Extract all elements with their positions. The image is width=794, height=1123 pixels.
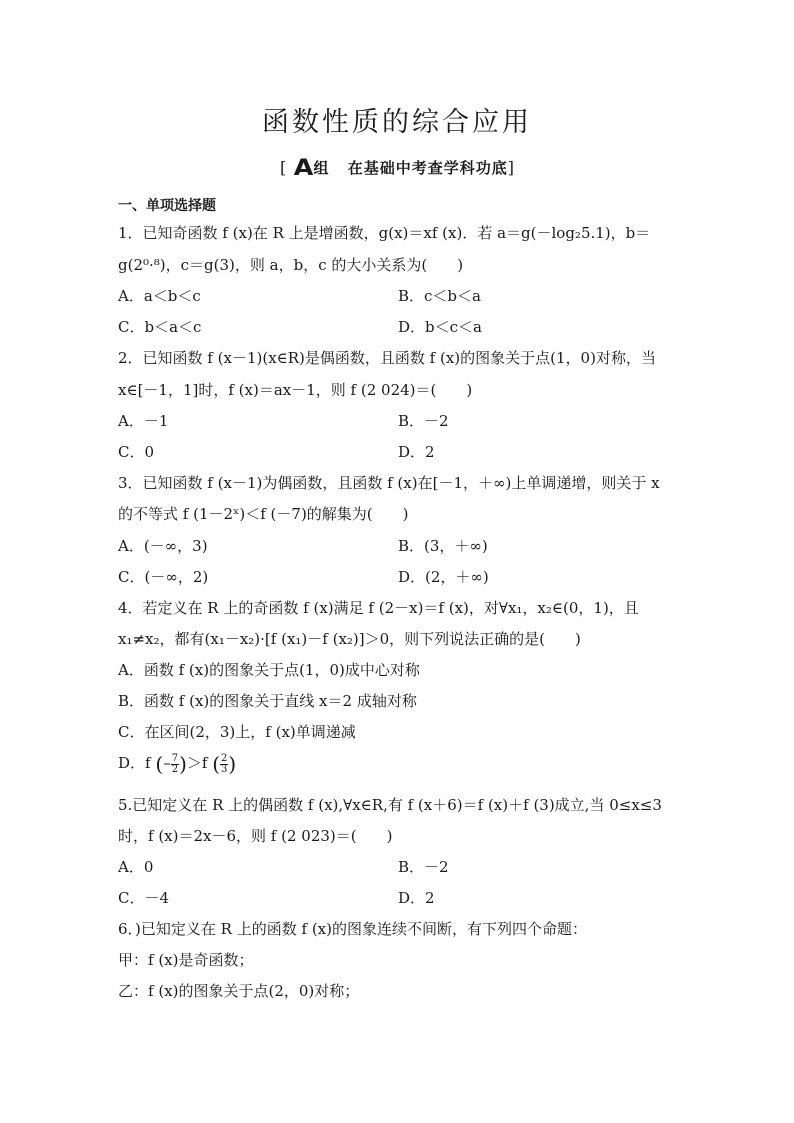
q2-option-a: A．－1 [118, 412, 169, 430]
paren-close: ) [228, 752, 237, 776]
q5-option-b: B．－2 [398, 858, 449, 876]
q3-line2: 的不等式 f (1－2ˣ)＜f (－7)的解集为( ) [118, 505, 409, 523]
fraction-denominator: 2 [171, 763, 179, 775]
q2-line1: 2．已知函数 f (x－1)(x∈R)是偶函数，且函数 f (x)的图象关于点(1，0)对称，当 [118, 349, 656, 367]
q4-option-d-mid: ＞f [186, 754, 208, 772]
paren-close: ) [179, 752, 187, 776]
q5-line2: 时，f (x)＝2x－6，则 f (2 023)＝( ) [118, 827, 393, 845]
fraction-denominator: 3 [221, 763, 228, 775]
q6-line1: 6．)已知定义在 R 上的函数 f (x)的图象连续不间断，有下列四个命题： [118, 920, 587, 938]
q1-option-a: A．a＜b＜c [118, 287, 201, 305]
bracket-close: ] [507, 158, 515, 177]
section-title: 一、单项选择题 [118, 198, 216, 214]
q4-option-d-prefix: D．f [118, 754, 151, 772]
q3-line1: 3．已知函数 f (x－1)为偶函数，且函数 f (x)在[－1，＋∞)上单调递增，则关于 x [118, 474, 660, 492]
q5-option-c: C．－4 [118, 889, 170, 907]
q5-line1: 5.已知定义在 R 上的偶函数 f (x),∀x∈R,有 f (x＋6)＝f (x)＋f (3)成立,当 0≤x≤3 [118, 796, 662, 814]
q1-option-d: D．b＜c＜a [398, 318, 482, 336]
q2-option-b: B．－2 [398, 412, 449, 430]
fraction-numerator: 2 [221, 752, 228, 764]
q4-option-d: D．f (– $\frac{7}{2}$ )＞f ( $\frac{2}{3}$ ) [118, 752, 237, 776]
group-label: 组 [313, 159, 329, 177]
q4-option-b: B．函数 f (x)的图象关于直线 x＝2 成轴对称 [118, 692, 417, 710]
q4-option-c: C．在区间(2，3)上，f (x)单调递减 [118, 723, 356, 741]
group-badge: A [294, 156, 314, 181]
q6-line2: 甲：f (x)是奇函数； [118, 951, 254, 969]
q4-line1: 4．若定义在 R 上的奇函数 f (x)满足 f (2－x)＝f (x)，对∀x₁，x₂∈(0，1)，且 [118, 599, 639, 617]
q6-line3: 乙：f (x)的图象关于点(2，0)对称； [118, 982, 360, 1000]
q2-option-d: D．2 [398, 443, 435, 461]
q3-option-b: B．(3，＋∞) [398, 537, 488, 555]
q5-option-d: D．2 [398, 889, 435, 907]
bracket-open: [ [279, 158, 287, 177]
q5-option-a: A．0 [118, 858, 154, 876]
q1-option-c: C．b＜a＜c [118, 318, 202, 336]
paren-open: ( [155, 752, 164, 776]
q2-option-c: C．0 [118, 443, 155, 461]
fraction-numerator: 7 [171, 752, 179, 764]
q1-line2: g(2⁰·⁸)，c＝g(3)，则 a，b，c 的大小关系为( ) [118, 256, 464, 274]
q4-line2: x₁≠x₂，都有(x₁－x₂)·[f (x₁)－f (x₂)]＞0，则下列说法正确的是( ) [118, 630, 581, 648]
paren-open: ( [212, 752, 221, 776]
page-title: 函数性质的综合应用 [262, 107, 532, 138]
q3-option-a: A．(－∞，3) [118, 537, 208, 555]
q1-option-b: B．c＜b＜a [398, 287, 481, 305]
q4-option-a: A．函数 f (x)的图象关于点(1，0)成中心对称 [118, 661, 420, 679]
q3-option-d: D．(2，＋∞) [398, 568, 489, 586]
q3-option-c: C．(－∞，2) [118, 568, 209, 586]
q4-option-d-fraction-1 [171, 754, 179, 775]
q1-line1: 1．已知奇函数 f (x)在 R 上是增函数，g(x)＝xf (x)．若 a＝g(－log₂5.1)，b＝ [118, 224, 651, 242]
group-header [0, 156, 794, 181]
q2-line2: x∈[－1，1]时，f (x)＝ax－1，则 f (2 024)＝( ) [118, 381, 473, 399]
group-slogan: 在基础中考查学科功底 [347, 159, 508, 177]
